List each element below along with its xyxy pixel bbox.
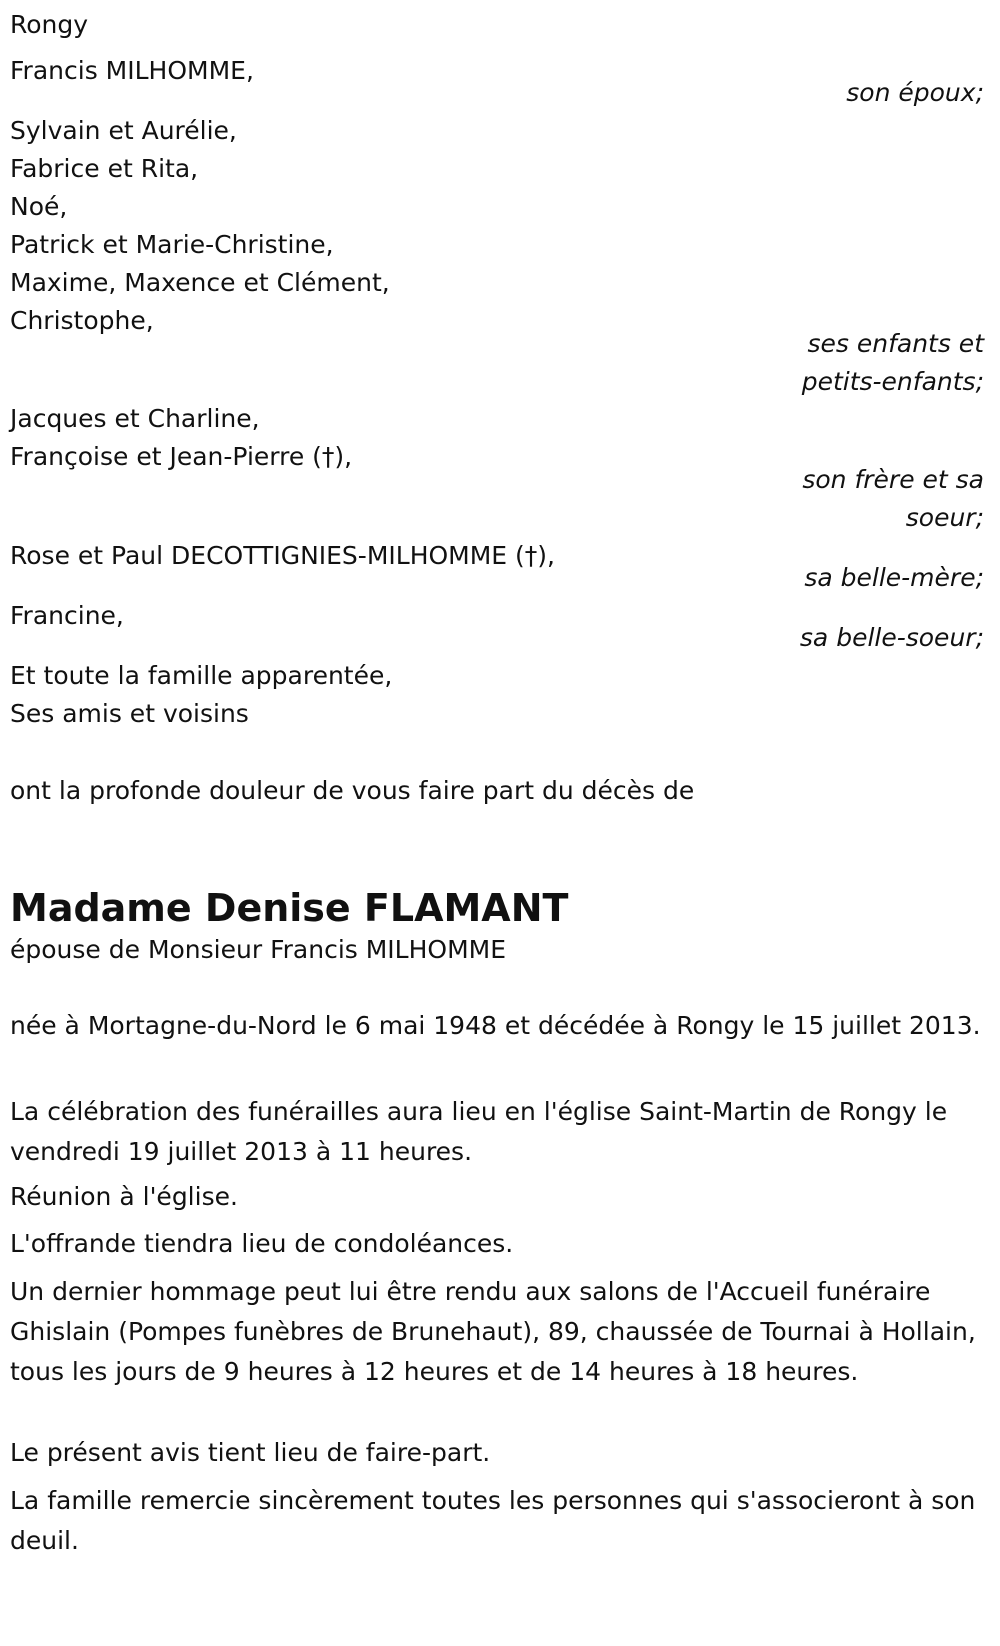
- children-role-line2: petits-enfants;: [801, 367, 984, 396]
- child-line: Christophe,: [10, 306, 154, 335]
- sister-in-law-name: Francine,: [10, 601, 124, 630]
- child-line: Fabrice et Rita,: [10, 154, 199, 183]
- sister-in-law-role: sa belle-soeur;: [799, 623, 984, 652]
- spouse-of-text: épouse de Monsieur Francis MILHOMME: [10, 935, 507, 964]
- spouse-name: Francis MILHOMME,: [10, 56, 254, 85]
- extended-family-line: Ses amis et voisins: [10, 699, 249, 728]
- siblings-role-line1: son frère et sa: [802, 465, 984, 494]
- siblings-role-line2: soeur;: [905, 503, 984, 532]
- notice-paragraph: Le présent avis tient lieu de faire-part.: [10, 1438, 491, 1467]
- tribute-paragraph: Un dernier hommage peut lui être rendu aux salons de l'Accueil funéraire Ghislain (Pompes funèbres de Brunehaut), 89, chaussée de Tournai à Hollain, tous les jours de 9 heures à 12 heures et de 14 heures à 18 heures.: [10, 1277, 976, 1386]
- meeting-paragraph: Réunion à l'église.: [10, 1182, 238, 1211]
- child-line: Noé,: [10, 192, 68, 221]
- mother-in-law-name: Rose et Paul DECOTTIGNIES-MILHOMME (†),: [10, 541, 556, 570]
- child-line: Patrick et Marie-Christine,: [10, 230, 334, 259]
- extended-family-line: Et toute la famille apparentée,: [10, 661, 393, 690]
- children-role-line1: ses enfants et: [807, 329, 984, 358]
- child-line: Sylvain et Aurélie,: [10, 116, 237, 145]
- mother-in-law-role: sa belle-mère;: [804, 563, 984, 592]
- location: Rongy: [10, 10, 89, 39]
- deceased-name: Madame Denise FLAMANT: [10, 886, 569, 930]
- sibling-line: Françoise et Jean-Pierre (†),: [10, 442, 353, 471]
- thanks-paragraph: La famille remercie sincèrement toutes les personnes qui s'associeront à son deuil.: [10, 1486, 976, 1555]
- child-line: Maxime, Maxence et Clément,: [10, 268, 390, 297]
- funeral-paragraph: La célébration des funérailles aura lieu en l'église Saint-Martin de Rongy le vendredi 19 juillet 2013 à 11 heures.: [10, 1097, 948, 1166]
- announcement-text: ont la profonde douleur de vous faire part du décès de: [10, 776, 695, 805]
- birth-death-paragraph: née à Mortagne-du-Nord le 6 mai 1948 et décédée à Rongy le 15 juillet 2013.: [10, 1011, 981, 1040]
- sibling-line: Jacques et Charline,: [10, 404, 260, 433]
- spouse-role: son époux;: [846, 78, 984, 107]
- offering-paragraph: L'offrande tiendra lieu de condoléances.: [10, 1229, 514, 1258]
